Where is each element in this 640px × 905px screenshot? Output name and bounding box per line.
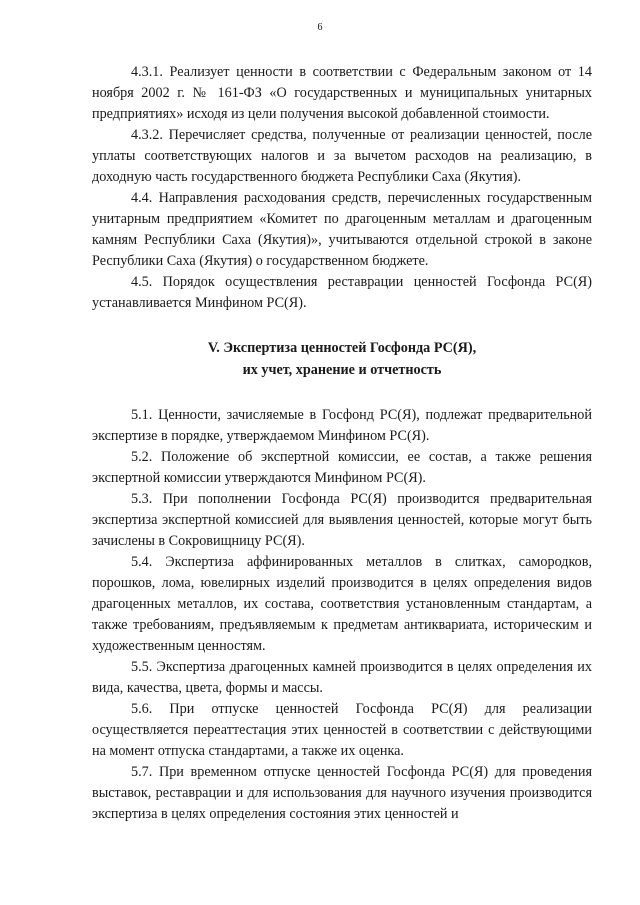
paragraph-5-5: 5.5. Экспертиза драгоценных камней производится в целях определения их вида, качества, цвета, формы и массы. — [92, 659, 592, 696]
paragraph-5-1: 5.1. Ценности, зачисляемые в Госфонд РС(Я), подлежат предварительной экспертизе в порядке, утверждаемом Минфином РС(Я). — [92, 407, 592, 444]
paragraph-5-6: 5.6. При отпуске ценностей Госфонда РС(Я) для реализации осуществляется переаттестация этих ценностей в соответствии с действующими на момент отпуска стандартами, а также их оценка. — [92, 701, 592, 759]
section-heading — [92, 337, 592, 381]
document-body — [92, 62, 592, 825]
section-spacer — [92, 381, 592, 405]
paragraph-5-3: 5.3. При пополнении Госфонда РС(Я) производится предварительная экспертиза экспертной комиссией для выявления ценностей, которые могут быть зачислены в Сокровищницу РС(Я). — [92, 491, 592, 549]
section-heading-line-1: V. Экспертиза ценностей Госфонда РС(Я), — [207, 340, 477, 356]
paragraph-5-7: 5.7. При временном отпуске ценностей Госфонда РС(Я) для проведения выставок, реставрации и для использования для научного изучения производится экспертиза в целях определения состояния этих ценностей и — [92, 764, 592, 822]
paragraph-4-4: 4.4. Направления расходования средств, перечисленных государственным унитарным предприятием «Комитет по драгоценным металлам и драгоценным камням Республики Саха (Якутия)», учитываются отдельной строкой в законе Республики Саха (Якутия) о государственном бюджете. — [92, 190, 592, 269]
paragraph-4-3-1: 4.3.1. Реализует ценности в соответствии с Федеральным законом от 14 ноября 2002 г. № 161-ФЗ «О государственных и муниципальных унитарных предприятиях» исходя из цели получения высокой добавленной стоимости. — [92, 64, 592, 122]
section-heading-line-2: их учет, хранение и отчетность — [242, 362, 442, 378]
paragraph-4-3-2: 4.3.2. Перечисляет средства, полученные от реализации ценностей, после уплаты соответствующих налогов и за вычетом расходов на реализацию, в доходную часть государственного бюджета Республики Саха (Якутия). — [92, 127, 592, 185]
paragraph-5-2: 5.2. Положение об экспертной комиссии, ее состав, а также решения экспертной комиссии утверждаются Минфином РС(Я). — [92, 449, 592, 486]
page-number: 6 — [317, 22, 323, 33]
paragraph-5-4: 5.4. Экспертиза аффинированных металлов в слитках, самородков, порошков, лома, ювелирных изделий производится в целях определения видов драгоценных металлов, их состава, соответствия установленным стандартам, а также требованиям, предъявляемым к предметам антиквариата, историческим и художественным ценностям. — [92, 554, 592, 654]
paragraph-4-5: 4.5. Порядок осуществления реставрации ценностей Госфонда РС(Я) устанавливается Минфином РС(Я). — [92, 274, 592, 311]
